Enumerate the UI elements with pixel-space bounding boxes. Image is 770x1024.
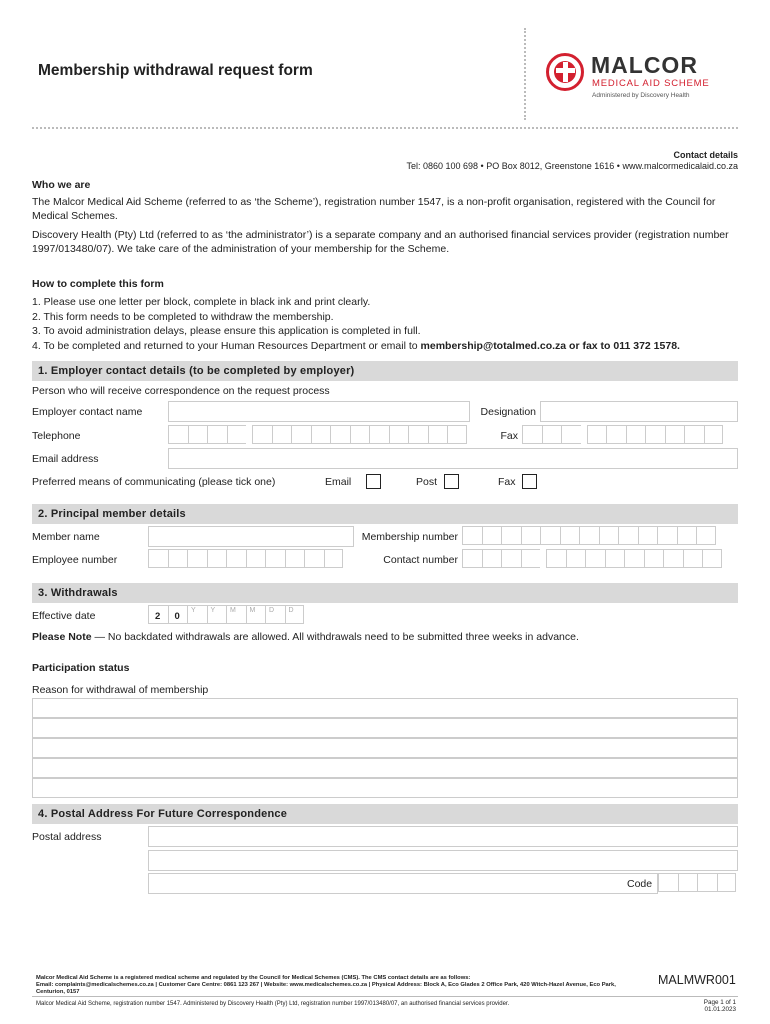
membership-number-label: Membership number — [361, 531, 458, 543]
preferred-communication-label: Preferred means of communicating (please tick one) — [32, 476, 276, 488]
who-paragraph-1: The Malcor Medical Aid Scheme (referred to as ‘the Scheme’), registration number 1547, is a non-profit organisation, registered with the Council for Medical Schemes. — [32, 196, 716, 222]
participation-status-heading: Participation status — [32, 662, 130, 674]
logo-wordmark: MALCOR — [591, 52, 698, 78]
date-cell: 0 — [168, 605, 188, 624]
reason-label: Reason for withdrawal of membership — [32, 684, 209, 696]
section-1-subtitle: Person who will receive correspondence on the request process — [32, 385, 330, 397]
date-cell: D — [265, 605, 285, 624]
effective-date-label: Effective date — [32, 610, 96, 622]
employer-contact-name-field[interactable] — [168, 401, 470, 422]
header-divider-horizontal — [32, 127, 738, 129]
section-1-header: 1. Employer contact details (to be completed by employer) — [32, 361, 738, 381]
cms-disclaimer — [36, 975, 622, 996]
who-paragraph-2: Discovery Health (Pty) Ltd (referred to as ‘the administrator’) is a separate company and an authorised financial services provider (registration number 1997/013480/07). We take care of the administration of your membership for the Scheme. — [32, 229, 729, 255]
please-note-text: — No backdated withdrawals are allowed. All withdrawals need to be submitted three weeks in advance. — [91, 631, 579, 643]
list-item: 3. To avoid administration delays, please ensure this application is completed in full. — [32, 325, 421, 337]
employee-number-field[interactable] — [148, 549, 343, 568]
cms-disclaimer-line-2: Email: complaints@medicalschemes.co.za | Customer Care Centre: 0861 123 267 | Website: www.medicalschemes.co.za | Physical Address: Block A, Eco Glades 2 Office Park, 420 Witch-Hazel Avenue, Eco Park, Centurion, 0157 — [36, 982, 616, 995]
how-heading: How to complete this form — [32, 278, 164, 290]
postal-address-line-3[interactable] — [148, 873, 658, 894]
how-list — [32, 295, 680, 353]
contact-number-label: Contact number — [383, 554, 458, 566]
page-info — [704, 999, 736, 1013]
date-cell: D — [285, 605, 305, 624]
reason-line-1[interactable] — [32, 698, 738, 718]
date-cell: M — [246, 605, 266, 624]
date-cell: M — [226, 605, 246, 624]
return-email-fax: membership@totalmed.co.za or fax to 011 372 1578. — [420, 339, 680, 352]
form-title: Membership withdrawal request form — [38, 62, 313, 79]
contact-heading: Contact details — [673, 150, 738, 160]
member-name-label: Member name — [32, 531, 100, 543]
telephone-field[interactable] — [168, 425, 467, 444]
list-item: 2. This form needs to be completed to withdraw the membership. — [32, 310, 334, 323]
membership-number-field[interactable] — [462, 526, 716, 545]
please-note-label: Please Note — [32, 631, 92, 643]
footer-divider — [32, 996, 738, 997]
registration-note: Malcor Medical Aid Scheme, registration number 1547. Administered by Discovery Health (Pty) Ltd, registration number 1997/013480/07, an authorised financial services provider. — [36, 1001, 510, 1007]
reason-line-3[interactable] — [32, 738, 738, 758]
email-address-field[interactable] — [168, 448, 738, 469]
section-3-header: 3. Withdrawals — [32, 583, 738, 603]
postal-address-line-2[interactable] — [148, 850, 738, 871]
effective-date-field[interactable] — [148, 605, 304, 624]
email-option-checkbox[interactable] — [366, 474, 381, 489]
postal-code-field[interactable] — [658, 873, 736, 892]
member-name-field[interactable] — [148, 526, 354, 547]
logo-subtitle: MEDICAL AID SCHEME — [592, 78, 710, 89]
email-address-label: Email address — [32, 453, 99, 465]
reason-line-2[interactable] — [32, 718, 738, 738]
post-option-label: Post — [416, 476, 438, 488]
fax-field[interactable] — [522, 425, 723, 444]
fax-label: Fax — [500, 430, 518, 442]
date-cell: 2 — [148, 605, 168, 624]
date-cell: Y — [207, 605, 227, 624]
employer-contact-name-label: Employer contact name — [32, 406, 143, 418]
designation-field[interactable] — [540, 401, 738, 422]
fax-option-label: Fax — [498, 476, 516, 488]
postal-address-line-1[interactable] — [148, 826, 738, 847]
section-4-header: 4. Postal Address For Future Correspondence — [32, 804, 738, 824]
contact-line: Tel: 0860 100 698 • PO Box 8012, Greenstone 1616 • www.malcormedicalaid.co.za — [406, 161, 738, 171]
telephone-label: Telephone — [32, 430, 81, 442]
contact-number-field[interactable] — [462, 549, 722, 568]
date-cell: Y — [187, 605, 207, 624]
list-item-text: 4. To be completed and returned to your Human Resources Department or email to — [32, 339, 421, 352]
postal-address-label: Postal address — [32, 831, 102, 843]
form-date: 01.01.2023 — [704, 1006, 736, 1013]
list-item — [32, 339, 680, 354]
header-divider-vertical — [524, 28, 526, 120]
reason-line-4[interactable] — [32, 758, 738, 778]
please-note — [32, 631, 579, 643]
cms-disclaimer-line-1: Malcor Medical Aid Scheme is a registered medical scheme and regulated by the Council for Medical Schemes (CMS). The CMS contact details are as follows: — [36, 975, 471, 981]
fax-option-checkbox[interactable] — [522, 474, 537, 489]
code-label: Code — [627, 878, 653, 890]
logo-tagline: Administered by Discovery Health — [592, 92, 690, 99]
reason-line-5[interactable] — [32, 778, 738, 798]
employee-number-label: Employee number — [32, 554, 118, 566]
post-option-checkbox[interactable] — [444, 474, 459, 489]
list-item: 1. Please use one letter per block, complete in black ink and print clearly. — [32, 296, 371, 308]
designation-label: Designation — [480, 406, 536, 418]
form-code: MALMWR001 — [658, 973, 736, 987]
email-option-label: Email — [325, 476, 352, 488]
page-number: Page 1 of 1 — [703, 999, 736, 1006]
section-2-header: 2. Principal member details — [32, 504, 738, 524]
who-heading: Who we are — [32, 179, 91, 191]
malcor-logo-icon — [546, 53, 584, 91]
